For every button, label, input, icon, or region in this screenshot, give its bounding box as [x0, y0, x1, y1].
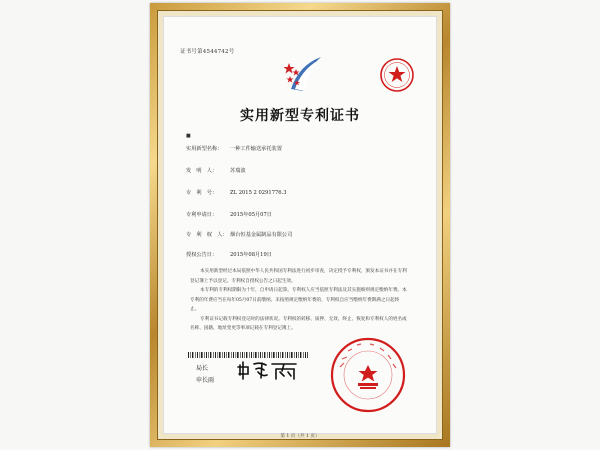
national-seal-icon	[330, 337, 406, 413]
handwritten-signature	[236, 359, 300, 381]
field-value: ZL 2015 2 0291776.3	[230, 190, 287, 196]
field-label: 授权公告日：	[186, 252, 218, 258]
director-label: 局长	[196, 365, 209, 372]
barcode	[188, 343, 308, 349]
field-value: 2015年05月07日	[230, 212, 272, 218]
red-seal-stamp-icon	[379, 57, 415, 93]
gold-frame	[150, 3, 450, 447]
bullet-mark: ■	[186, 133, 191, 139]
field-label: 专 利 权 人：	[186, 232, 228, 238]
field-application-date	[186, 211, 272, 218]
field-patent-number	[186, 189, 287, 196]
body-paragraph: 专利证书记载专利权登记时的法律状况。专利权的转移、质押、无效、终止、恢复和专利权人的姓名或名称、国籍、地址变更等事项记载在专利登记簿上。	[190, 316, 407, 331]
field-value: 2015年08月19日	[230, 252, 272, 258]
page-footer: 第 1 页（共 1 页）	[280, 434, 320, 439]
frame-inner	[157, 10, 443, 440]
field-value: 苏瑞波	[230, 168, 246, 174]
body-paragraph: 本专利的专利权期限为十年，自申请日起算。专利权人应当依照专利法及其实施细则规定缴纳年费。本专利的年费应当在每年05月07日前缴纳。未按照规定缴纳年费的，专利权自应当缴纳年费期满之日起终止。	[190, 288, 407, 312]
field-value: 烟台恒基金属制品有限公司	[230, 232, 293, 238]
certificate-number: 证书号第4544742号	[180, 49, 235, 55]
body-paragraph: 本实用新型经过本局依照中华人民共和国专利法进行初步审查，决定授予专利权，颁发本证书并在专利登记簿上予以登记。专利权自授权公告之日起生效。	[190, 269, 407, 284]
certificate-title: 实用新型专利证书	[240, 108, 360, 124]
certificate-body	[190, 267, 408, 334]
field-grant-date	[186, 251, 272, 258]
field-utility-name	[186, 145, 282, 152]
certificate-paper	[163, 16, 437, 439]
field-patentee	[186, 231, 292, 238]
field-label: 专利申请日：	[186, 212, 218, 218]
field-inventor	[186, 167, 246, 174]
field-label: 发 明 人：	[186, 168, 218, 174]
director-name-label: 申长雨	[196, 377, 215, 384]
field-label: 专 利 号：	[186, 190, 218, 196]
sipo-star-logo-icon	[281, 51, 323, 95]
field-value: 一种工件输送承托装置	[230, 146, 282, 152]
field-label: 实用新型名称：	[186, 146, 223, 152]
